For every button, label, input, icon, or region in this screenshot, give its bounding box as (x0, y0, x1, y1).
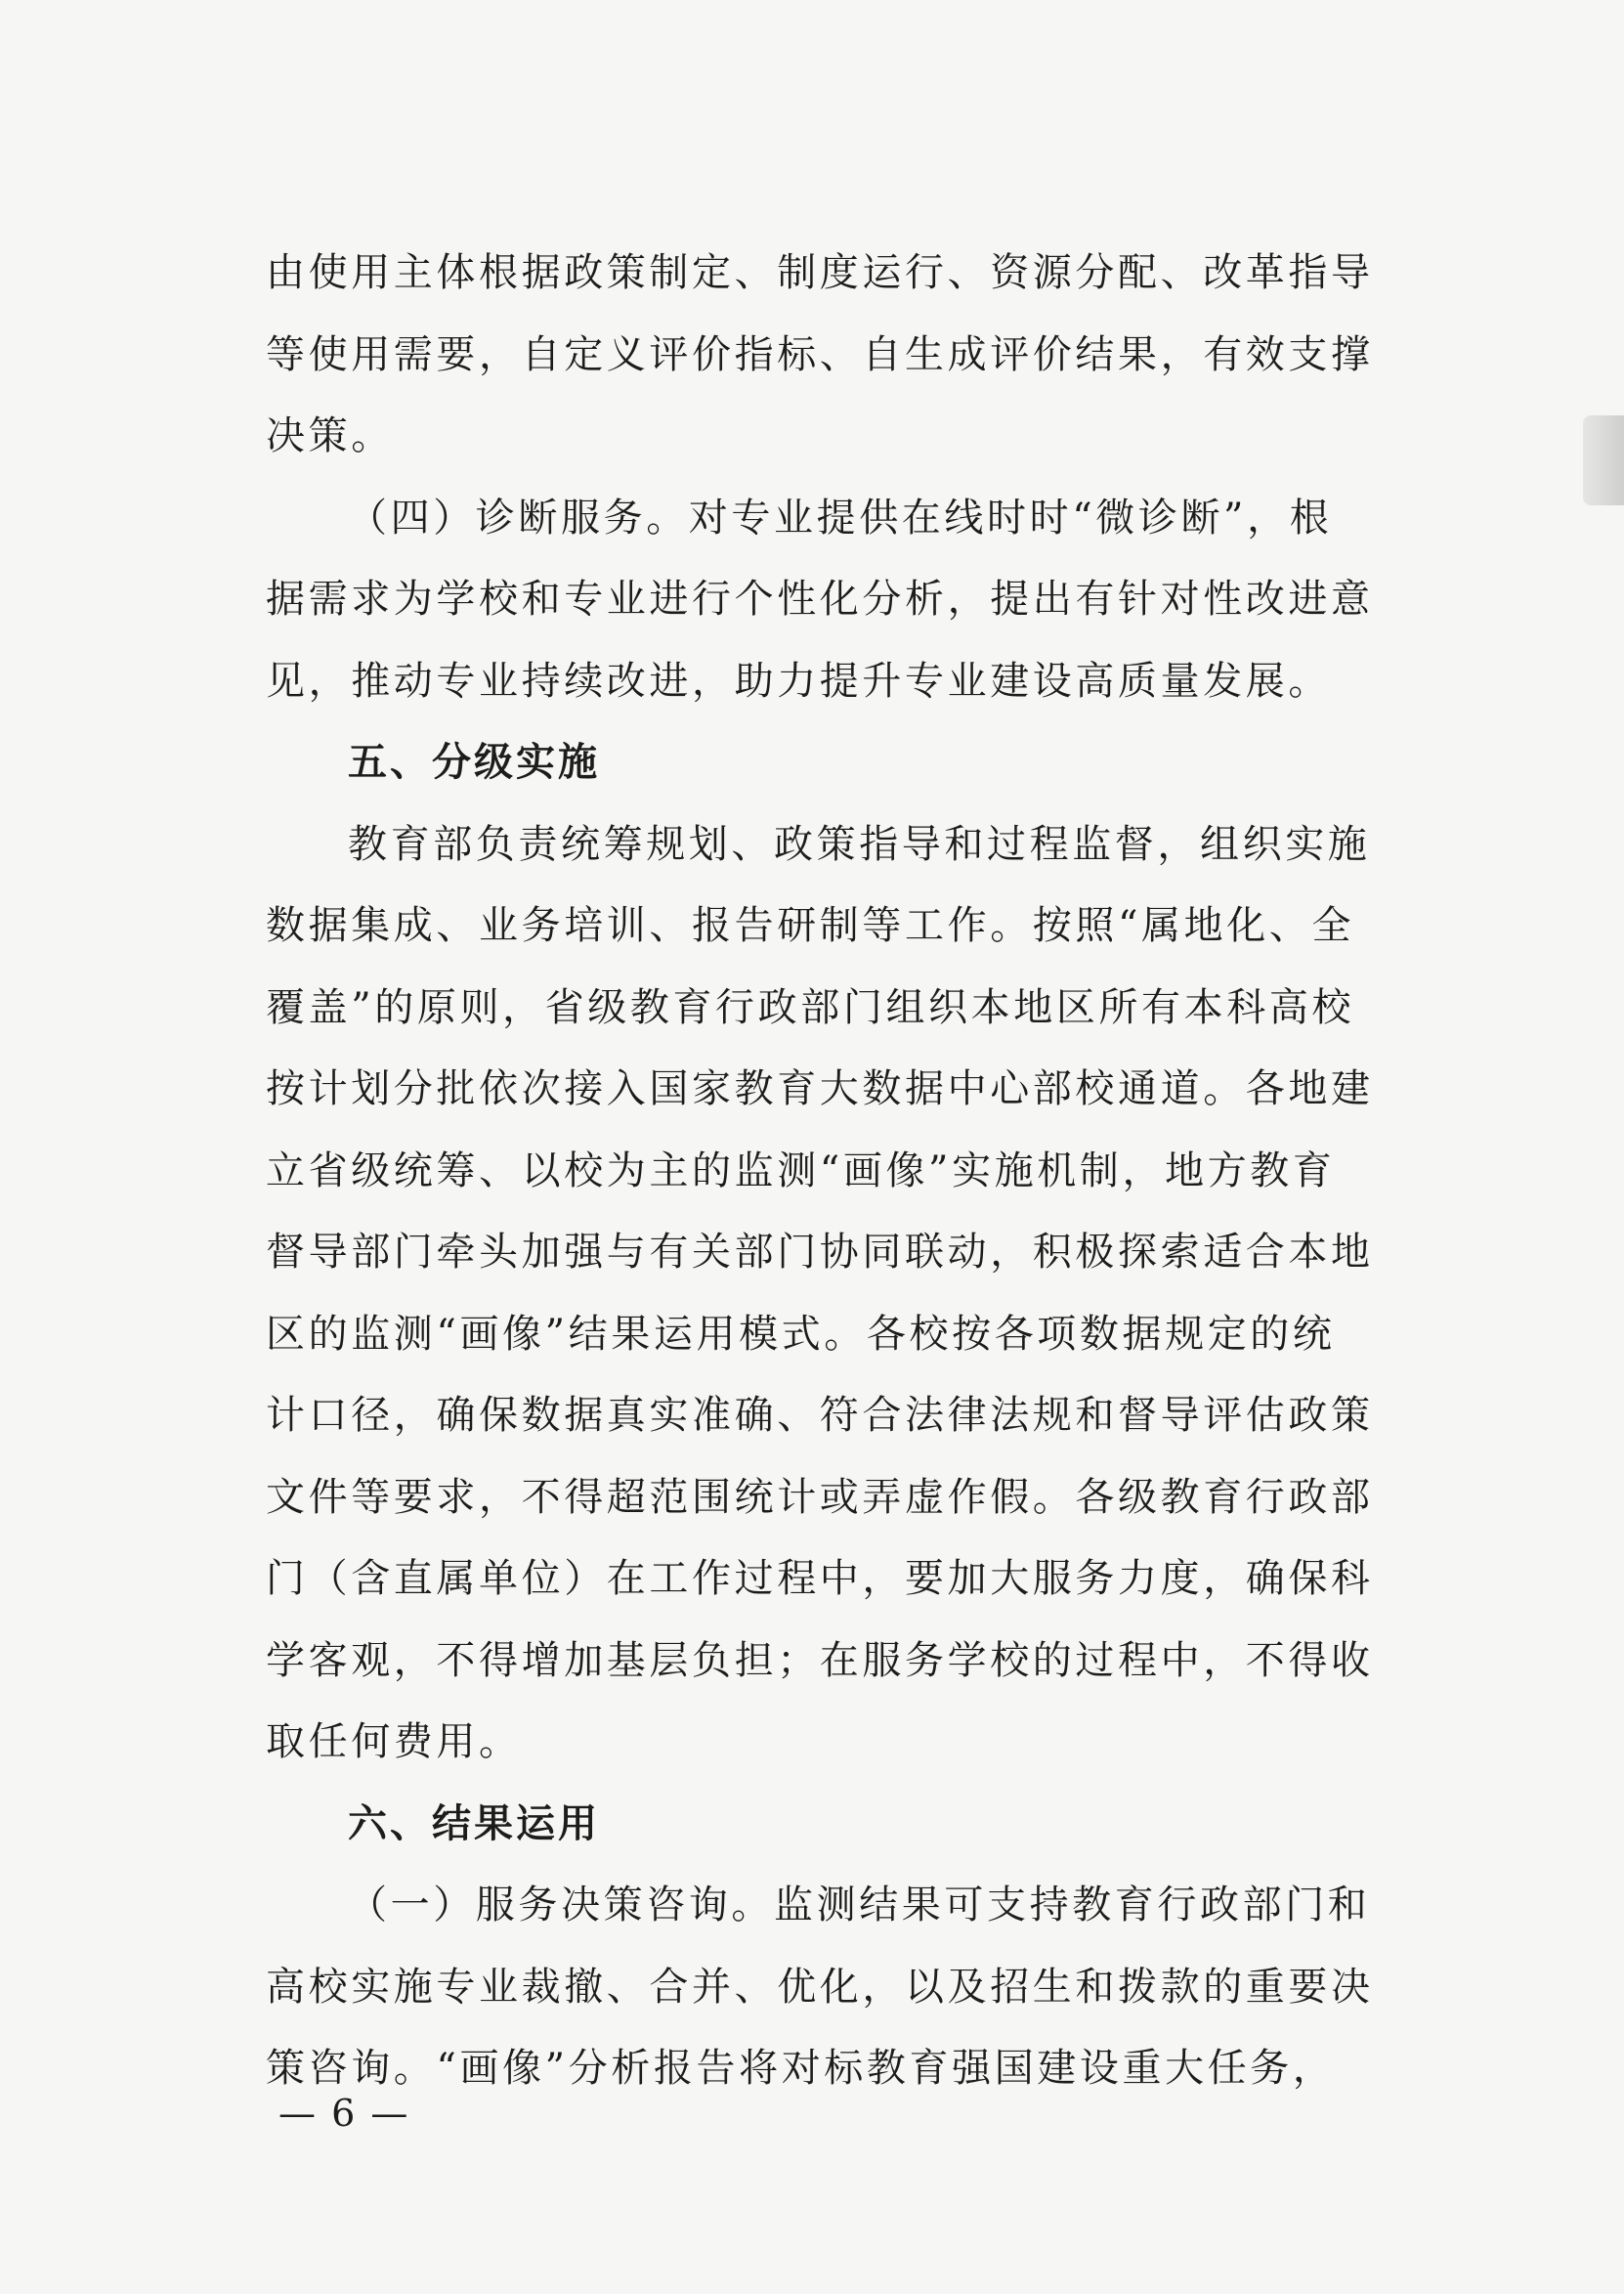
body-line: 等使用需要，自定义评价指标、自生成评价结果，有效支撑 (266, 331, 1374, 377)
body-line: 覆盖”的原则，省级教育行政部门组织本地区所有本科高校 (266, 984, 1355, 1030)
body-line: 文件等要求，不得超范围统计或弄虚作假。各级教育行政部 (266, 1474, 1374, 1520)
body-line: 立省级统筹、以校为主的监测“画像”实施机制，地方教育 (266, 1147, 1336, 1193)
body-line: 计口径，确保数据真实准确、符合法律法规和督导评估政策 (266, 1393, 1374, 1438)
document-body (266, 233, 1382, 2110)
body-line: 区的监测“画像”结果运用模式。各校按各项数据规定的统 (266, 1311, 1336, 1357)
paragraph-start: 教育部负责统筹规划、政策指导和过程监督，组织实施 (348, 821, 1371, 867)
section-4-paragraph-start: （四）诊断服务。对专业提供在线时时“微诊断”，根 (348, 495, 1333, 541)
body-line: 学客观，不得增加基层负担；在服务学校的过程中，不得收 (266, 1637, 1374, 1683)
section-heading-5: 五、分级实施 (348, 740, 600, 785)
body-line: 数据集成、业务培训、报告研制等工作。按照“属地化、全 (266, 903, 1355, 948)
page-number: — 6 — (278, 2092, 410, 2135)
section-heading-6: 六、结果运用 (348, 1800, 600, 1846)
body-line: 高校实施专业裁撤、合并、优化，以及招生和拨款的重要决 (266, 1964, 1374, 2010)
body-line: 由使用主体根据政策制定、制度运行、资源分配、改革指导 (266, 250, 1374, 295)
body-line: 策咨询。“画像”分析报告将对标教育强国建设重大任务， (266, 2046, 1336, 2091)
body-line: 见，推动专业持续改进，助力提升专业建设高质量发展。 (266, 658, 1331, 704)
subsection-1-paragraph-start: （一）服务决策咨询。监测结果可支持教育行政部门和 (348, 1883, 1371, 1927)
body-line: 决策。 (266, 413, 394, 458)
scan-edge-tab (1583, 415, 1624, 505)
body-line: 取任何费用。 (266, 1719, 522, 1764)
body-line: 督导部门牵头加强与有关部门协同联动，积极探索适合本地 (266, 1230, 1374, 1275)
body-line: 门（含直属单位）在工作过程中，要加大服务力度，确保科 (266, 1556, 1374, 1601)
body-line: 按计划分批依次接入国家教育大数据中心部校通道。各地建 (266, 1066, 1374, 1111)
body-line: 据需求为学校和专业进行个性化分析，提出有针对性改进意 (266, 577, 1374, 622)
